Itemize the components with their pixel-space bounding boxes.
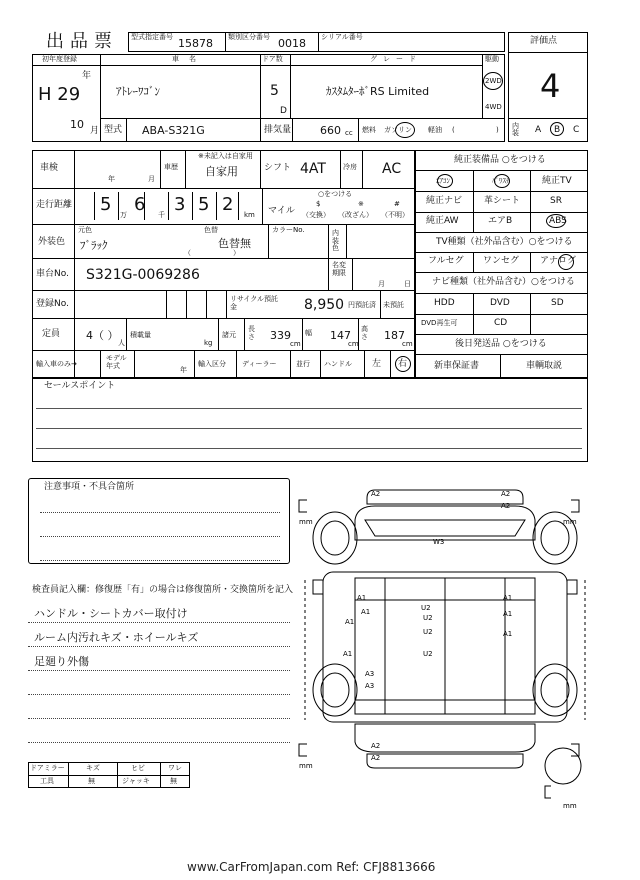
navi-dvd-play: DVD再生可 <box>421 319 458 327</box>
handle-right-circle <box>395 356 411 372</box>
eval-score: 4 <box>540 67 561 105</box>
mark-a2-5: A2 <box>371 754 381 762</box>
navi-sd: SD <box>551 298 564 308</box>
mark-a2-4: A2 <box>371 742 381 750</box>
dealer-label: ディーラー <box>242 360 277 368</box>
inspector-line-1: ハンドル・シートカバー取付け <box>34 607 188 620</box>
equip-tv: 純正TV <box>542 176 572 186</box>
height-label: 高さ <box>361 325 368 341</box>
capacity-label: 定員 <box>42 329 61 339</box>
category-label: 類別区分番号 <box>228 33 270 41</box>
sales-point-label: セールスポイント <box>44 381 116 391</box>
altered-sym: ※ <box>358 200 364 208</box>
category-no: 0018 <box>278 37 306 50</box>
doors: 5 <box>270 83 279 99</box>
mark-a1-3: A1 <box>345 618 355 626</box>
inspector-line-2: ルーム内汚れキズ・ホイールキズ <box>34 631 199 644</box>
reg-label: 登録No. <box>36 299 69 309</box>
mm-label-2: mm <box>563 518 577 526</box>
navi-cd: CD <box>494 318 508 328</box>
model-year-label: モデル年式 <box>106 354 127 371</box>
mark-u2-3: U2 <box>423 628 433 636</box>
import-type-label: 輸入区分 <box>198 360 226 368</box>
equip-navi: 純正ナビ <box>426 196 463 206</box>
mm-label-1: mm <box>299 518 313 526</box>
shaken-label: 車検 <box>40 163 59 173</box>
displacement-label: 排気量 <box>264 125 292 135</box>
length-unit: cm <box>290 340 301 348</box>
equip-leather: 革シート <box>484 196 521 206</box>
tv-title: TV種類（社外品含む）○をつける <box>436 237 573 247</box>
tv-analog: アナログ <box>540 256 577 266</box>
drive-label: 駆動 <box>485 55 499 63</box>
eval-label: 評価点 <box>530 36 558 46</box>
type-label: 型式 <box>104 125 123 135</box>
parallel-label: 並行 <box>296 360 310 368</box>
fuel-circle <box>395 122 415 138</box>
load-label: 積載量 <box>130 331 151 339</box>
altered-label: （改ざん） <box>338 211 373 219</box>
door-type: D <box>280 106 287 116</box>
drive-2wd-circle <box>483 72 503 90</box>
mark-a2-3: A2 <box>501 502 511 510</box>
mile-label: マイル <box>268 206 295 216</box>
grade-label: グレード <box>370 55 422 63</box>
grade: ｶｽﾀﾑﾀｰﾎﾞRS Limited <box>326 85 430 98</box>
ac: AC <box>382 161 402 177</box>
equip-ac-circle <box>437 174 453 188</box>
mileage-digit-2: 6 <box>134 194 146 215</box>
mark-u2-1: U2 <box>421 604 431 612</box>
serial-label: シリアル番号 <box>321 33 363 41</box>
mirror-header-1: キズ <box>86 764 100 772</box>
sheet-title: 出品票 <box>46 31 118 52</box>
later-warranty: 新車保証書 <box>434 361 480 371</box>
month-unit: 月 <box>90 126 100 136</box>
navi-title: ナビ種類（社外品含む）○をつける <box>432 277 575 287</box>
history: 自家用 <box>205 165 238 178</box>
import-label: 輸入車のみ→ <box>36 360 77 368</box>
mark-a3-2: A3 <box>365 682 375 690</box>
name-change-label: 名変期限 <box>332 261 346 277</box>
shaken-year: 年 <box>108 175 115 183</box>
mileage-digit-4: 5 <box>198 194 210 215</box>
color-no-label: カラーNo. <box>272 226 305 234</box>
first-reg-label: 初年度登録 <box>42 55 77 63</box>
length-label: 長さ <box>248 325 255 341</box>
mark-a1-2: A1 <box>361 608 371 616</box>
notes-label: 注意事項・不具合箇所 <box>44 482 135 492</box>
model-no: 15878 <box>178 37 213 50</box>
mark-a2-1: A2 <box>371 490 381 498</box>
drive-4wd: 4WD <box>485 103 502 111</box>
chassis-label: 車台No. <box>36 269 69 279</box>
light-oil-label: 軽油 <box>428 126 442 134</box>
model-year-unit: 年 <box>180 366 187 374</box>
sales-point-box <box>32 378 588 462</box>
equip-abs: ABS <box>549 216 567 226</box>
mileage-digit-5: 2 <box>222 194 234 215</box>
exchange-label: （交換） <box>302 211 330 219</box>
tv-fullseg: フルセグ <box>428 256 464 266</box>
mark-a1-4: A1 <box>503 594 513 602</box>
width-label: 幅 <box>305 329 312 337</box>
recycle-status: 預託済 <box>355 301 376 309</box>
tools-value: 無 <box>88 777 95 785</box>
recycle-amount: 8,950 <box>304 297 345 313</box>
mark-a1-7: A1 <box>343 650 353 658</box>
first-reg-year: H 29 <box>38 84 81 105</box>
inspector-note: 検査員記入欄：修復歴「有」の場合は修復箇所・交換箇所を記入 <box>32 585 294 595</box>
interior-a: A <box>535 125 542 135</box>
height: 187 <box>384 329 405 342</box>
shaken-month: 月 <box>148 175 155 183</box>
inspector-line-3: 足廻り外傷 <box>34 655 89 668</box>
mirror-header-2: ヒビ <box>131 764 145 772</box>
maru-note: ○をつける <box>318 190 353 198</box>
int-color-label: 内装色 <box>332 229 339 253</box>
ext-color-label: 外装色 <box>38 237 66 247</box>
equip-ac: ｴｱｺﾝ <box>436 177 450 185</box>
dims-label: 諸元 <box>222 331 236 339</box>
navi-hdd: HDD <box>434 298 455 308</box>
shift-label: シフト <box>264 163 292 173</box>
mark-a3-1: A3 <box>365 670 375 678</box>
fuel-label: 燃料 <box>362 126 376 134</box>
mirror-header-0: ドアミラー <box>30 764 65 772</box>
mark-a2-2: A2 <box>501 490 511 498</box>
model-no-label: 型式指定番号 <box>131 33 173 41</box>
unknown-sym: # <box>394 200 400 208</box>
mark-u2-4: U2 <box>423 650 433 658</box>
handle-left: 左 <box>372 359 382 369</box>
later-manual: 車輌取説 <box>526 361 563 371</box>
paint-label: 色替 <box>204 226 218 234</box>
km-unit: km <box>244 211 255 219</box>
mileage-digits <box>74 188 260 224</box>
chassis-no: S321G-0069286 <box>86 267 200 283</box>
doors-label: ドア数 <box>262 55 283 63</box>
car-name: ｱﾄﾚｰﾜｺﾞﾝ <box>116 85 160 98</box>
car-name-label: 車名 <box>172 55 206 63</box>
width-unit: cm <box>348 340 359 348</box>
load-unit: kg <box>204 339 213 347</box>
equip-sr: SR <box>550 196 562 206</box>
name-change-day: 日 <box>404 280 411 288</box>
equip-abs-circle <box>546 214 566 228</box>
capacity: 4（ ） <box>86 329 119 342</box>
mark-u2-2: U2 <box>423 614 433 622</box>
jack-value: 無 <box>170 777 177 785</box>
year-unit: 年 <box>82 71 92 81</box>
paint-paren: （ ） <box>184 249 240 257</box>
tools-label: 工具 <box>40 777 54 785</box>
capacity-unit: 人 <box>118 339 125 347</box>
displacement: 660 <box>320 124 341 137</box>
mileage-digit-1: 5 <box>100 194 112 215</box>
history-label: 車歴 <box>164 163 178 171</box>
width: 147 <box>330 329 351 342</box>
mark-a1-6: A1 <box>503 630 513 638</box>
equip-aw: 純正AW <box>426 216 459 226</box>
original-color-label: 元色 <box>78 226 92 234</box>
exchange-sym: $ <box>316 200 321 208</box>
interior-c: C <box>573 125 580 135</box>
fuel-gasoline: ガソリン <box>384 126 412 134</box>
mark-a1-1: A1 <box>357 594 367 602</box>
interior-b: B <box>554 125 561 135</box>
equip-airbag: エアB <box>488 216 513 226</box>
handle-label: ハンドル <box>324 360 352 368</box>
mark-a1-5: A1 <box>503 610 513 618</box>
car-damage-diagram <box>295 480 595 810</box>
mirror-header-3: ワレ <box>168 764 182 772</box>
mark-w3: W3 <box>433 538 445 546</box>
history-note: ※未記入は自家用 <box>198 152 253 160</box>
interior-b-circle <box>550 122 564 136</box>
ext-color: ﾌﾞﾗｯｸ <box>80 239 108 252</box>
name-change-month: 月 <box>378 280 385 288</box>
cc-unit: cc <box>345 129 353 137</box>
jack-label: ジャッキ <box>122 777 150 785</box>
handle-right: 右 <box>398 359 408 369</box>
ac-label: 冷房 <box>343 163 357 171</box>
tv-analog-circle <box>558 254 574 270</box>
mileage-digit-3: 3 <box>174 194 186 215</box>
sen-unit: 千 <box>158 211 165 219</box>
height-unit: cm <box>402 340 413 348</box>
interior-label: 内装 <box>512 122 519 137</box>
first-reg-month: 10 <box>70 118 84 131</box>
tv-oneseg: ワンセグ <box>483 256 520 266</box>
man-unit: 万 <box>120 211 127 219</box>
recycle-unpaid: 未預託 <box>383 301 404 309</box>
length: 339 <box>270 329 291 342</box>
equip-ps-circle <box>494 174 510 188</box>
navi-dvd: DVD <box>490 298 510 308</box>
footer-ref: www.CarFromJapan.com Ref: CFJ8813666 <box>187 860 436 874</box>
recycle-unit: 円 <box>348 301 355 309</box>
type: ABA-S321G <box>142 124 205 137</box>
paint: 色替無 <box>218 237 251 250</box>
mm-label-3: mm <box>299 762 313 770</box>
mm-label-4: mm <box>563 802 577 810</box>
mileage-label: 走行距離 <box>36 200 73 210</box>
std-equip-title: 純正装備品 ○をつける <box>454 155 546 165</box>
recycle-label: リサイクル預託金 <box>230 295 279 312</box>
shift: 4AT <box>300 161 326 177</box>
unknown-label: （不明） <box>381 211 409 219</box>
later-title: 後日発送品 ○をつける <box>455 339 547 349</box>
equip-ps: ﾊﾟﾜｽﾃ <box>492 177 510 185</box>
drive-2wd: 2WD <box>485 77 502 85</box>
